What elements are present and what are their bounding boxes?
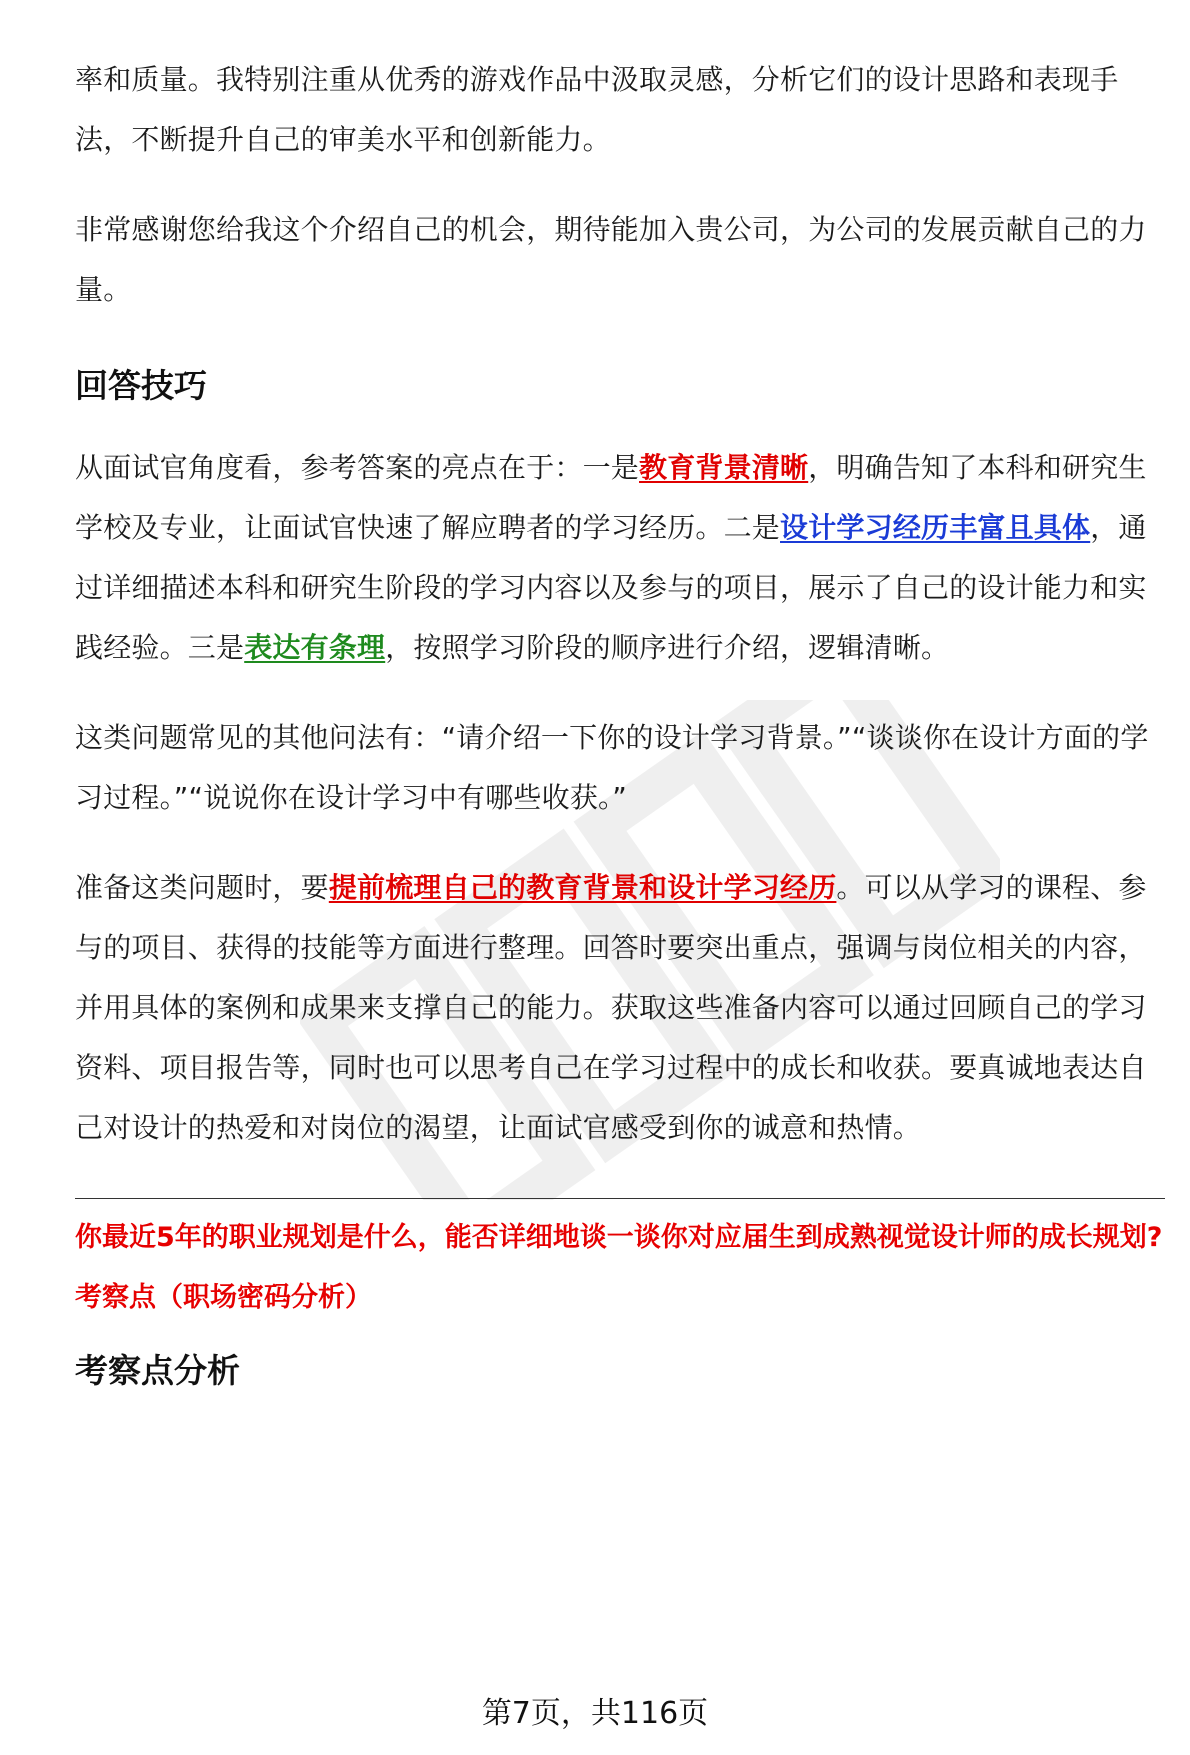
text-span: 。可以从学习的课程、参与的项目、获得的技能等方面进行整理。回答时要突出重点，强调与岗位相关的内容，并用具体的案例和成果来支撑自己的能力。获取这些准备内容可以通过回顾自己的学习资料、项目报告等，同时也可以思考自己在学习过程中的成长和收获。要真诚地表达自己对设计的热爱和对岗位的渴望，让面试官感受到你的诚意和热情。 [75, 871, 1147, 1144]
highlight-prepare-background: 提前梳理自己的教育背景和设计学习经历 [328, 871, 837, 904]
paragraph-closing: 非常感谢您给我这个介绍自己的机会，期待能加入贵公司，为公司的发展贡献自己的力量。 [75, 213, 1147, 306]
text-span: ，通过详细描述本科和研究生阶段的学习内容以及参与的项目，展示了自己的设计能力和实践经验。三是 [75, 511, 1147, 664]
paragraph-alternative-questions: 这类问题常见的其他问法有：“请介绍一下你的设计学习背景。”“谈谈你在设计方面的学习过程。”“说说你在设计学习中有哪些收获。” [75, 721, 1149, 814]
section-heading-answer-tips: 回答技巧 [75, 366, 207, 405]
text-span: 从面试官角度看，参考答案的亮点在于：一是 [75, 451, 640, 484]
highlight-design-experience: 设计学习经历丰富且具体 [780, 511, 1091, 544]
highlight-education-background: 教育背景清晰 [639, 451, 809, 484]
text-span: 准备这类问题时，要 [75, 871, 329, 904]
document-content [75, 50, 1165, 1393]
text-span: ，明确告知了本科和研究生学校及专业，让面试官快速了解应聘者的学习经历。二是 [75, 451, 1147, 544]
interview-question: 你最近5年的职业规划是什么，能否详细地谈一谈你对应届生到成熟视觉设计师的成长规划? [75, 1222, 1163, 1253]
paragraph-continuation: 率和质量。我特别注重从优秀的游戏作品中汲取灵感，分析它们的设计思路和表现手法，不断提升自己的审美水平和创新能力。 [75, 63, 1119, 156]
section-divider [75, 1198, 1165, 1199]
highlight-organized-expression: 表达有条理 [244, 631, 386, 664]
page-number-footer: 第7页，共116页 [481, 1696, 709, 1731]
text-span: ，按照学习阶段的顺序进行介绍，逻辑清晰。 [385, 631, 950, 664]
assessment-points-subhead: 考察点（职场密码分析） [75, 1282, 372, 1313]
section-heading-assessment-analysis: 考察点分析 [75, 1351, 240, 1390]
paragraph-preparation [75, 858, 1165, 1158]
paragraph-highlights [75, 438, 1165, 678]
